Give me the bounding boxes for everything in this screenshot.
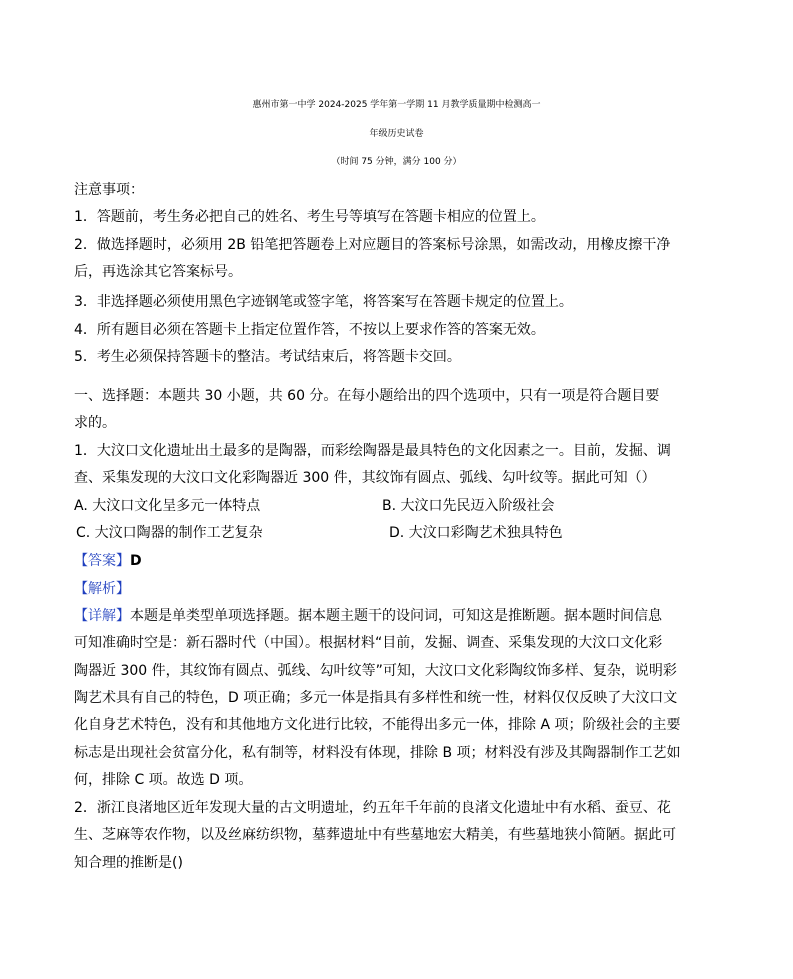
notice-item-2: 2．做选择题时，必须用 2B 铅笔把答题卷上对应题目的答案标号涂黑，如需改动，用橡皮擦干净 [74,237,671,253]
detail-line: 陶艺术具有自己的特色，D 项正确；多元一体是指具有多样性和统一性，材料仅仅反映了大汶口文 [74,690,678,706]
detail-line: 何，排除 C 项。故选 D 项。 [74,772,253,788]
detail-line: 化自身艺术特色，没有和其他地方文化进行比较，不能得出多元一体，排除 A 项；阶级社会的主要 [74,717,681,733]
question-1-option-d: D. 大汶口彩陶艺术独具特色 [389,525,563,541]
exam-title-line2: 年级历史试卷 [369,129,424,139]
notice-item-1: 1．答题前，考生务必把自己的姓名、考生号等填写在答题卡相应的位置上。 [74,209,545,225]
notice-item-2-cont: 后，再选涂其它答案标号。 [74,264,242,280]
notice-heading: 注意事项： [74,182,144,198]
section-heading-cont: 求的。 [74,415,116,431]
question-1-stem-cont: 查、采集发现的大汶口文化彩陶器近 300 件，其纹饰有圆点、弧线、勾叶纹等。据此可知（） [74,470,656,486]
question-2-stem-cont: 知合理的推断是() [74,855,183,871]
exam-title-line1: 惠州市第一中学 2024-2025 学年第一学期 11 月教学质量期中检测高一 [252,100,541,110]
analysis-row [74,580,130,598]
detail-line: 标志是出现社会贫富分化，私有制等，材料没有体现，排除 B 项；材料没有涉及其陶器制作工艺如 [74,745,681,761]
notice-item-5: 5．考生必须保持答题卡的整洁。考试结束后，将答题卡交回。 [74,349,461,365]
analysis-tag: 【解析】 [74,581,130,597]
notice-item-3: 3．非选择题必须使用黑色字迹钢笔或签字笔，将答案写在答题卡规定的位置上。 [74,294,573,310]
answer-value: D [130,553,142,569]
question-1-option-c: C. 大汶口陶器的制作工艺复杂 [76,525,263,541]
answer-row [74,552,142,570]
question-1-option-a: A. 大汶口文化呈多元一体特点 [74,498,261,514]
section-heading: 一、选择题：本题共 30 小题，共 60 分。在每小题给出的四个选项中，只有一项是符合题目要 [74,388,660,404]
detail-tag: 【详解】 [74,608,130,624]
notice-item-4: 4．所有题目必须在答题卡上指定位置作答，不按以上要求作答的答案无效。 [74,322,545,338]
question-1-stem: 1．大汶口文化遗址出土最多的是陶器，而彩绘陶器是最具特色的文化因素之一。目前，发掘、调 [74,443,671,459]
question-2-stem-cont: 生、芝麻等农作物，以及丝麻纺织物，墓葬遗址中有些墓地宏大精美，有些墓地狭小简陋。据此可 [74,827,676,843]
detail-text: 本题是单类型单项选择题。据本题主题干的设问词，可知这是推断题。据本题时间信息 [130,608,662,624]
question-2-stem: 2．浙江良渚地区近年发现大量的古文明遗址，约五年千年前的良渚文化遗址中有水稻、蚕豆、花 [74,800,671,816]
detail-line: 可知准确时空是：新石器时代（中国）。根据材料“目前，发掘、调查、采集发现的大汶口文化彩 [74,635,663,651]
question-1-option-b: B. 大汶口先民迈入阶级社会 [382,498,555,514]
answer-tag: 【答案】 [74,553,130,569]
detail-row [74,607,662,625]
exam-subtitle: （时间 75 分钟，满分 100 分） [331,157,462,167]
detail-line: 陶器近 300 件，其纹饰有圆点、弧线、勾叶纹等”可知，大汶口文化彩陶纹饰多样、复杂，说明彩 [74,663,677,679]
